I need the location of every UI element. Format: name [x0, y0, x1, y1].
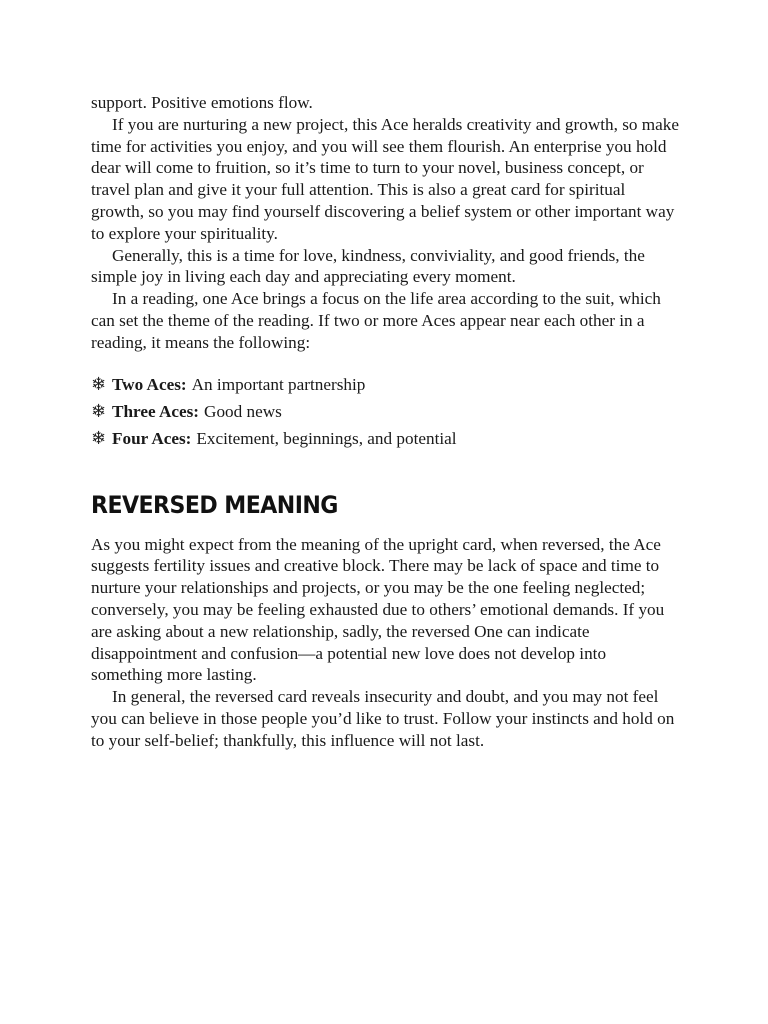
paragraph-reversed-intro: As you might expect from the meaning of the upright card, when reversed, the Ace suggests fertility issues and creative block. There may be lack of space and time to nurture your relationships and projects, or you may be the one feeling neglected; conversely, you may be feeling exhausted due to others’ emotional demands. If you are asking about a new relationship, sadly, the reversed One can indicate disappointment and confusion—a potential new love does not develop into something more lasting. [91, 534, 665, 685]
snowflake-bullet-icon: ❄ [91, 400, 107, 422]
paragraph-reading-aces: In a reading, one Ace brings a focus on the life area according to the suit, which can set the theme of the reading. If two or more Aces appear near each other in a reading, it means the following: [91, 289, 661, 352]
list-item [91, 425, 681, 452]
section-heading-reversed: REVERSED MEANING [91, 490, 338, 519]
list-item-meaning: Excitement, beginnings, and potential [196, 428, 457, 448]
paragraph-continuation: support. Positive emotions flow. [91, 93, 313, 112]
list-item-term: Three Aces: [112, 401, 200, 421]
list-item-term: Two Aces: [112, 374, 187, 394]
page-content [91, 92, 681, 752]
list-item [91, 371, 681, 398]
paragraph-new-project: If you are nurturing a new project, this Ace heralds creativity and growth, so make time for activities you enjoy, and you will see them flourish. An enterprise you hold dear will come to fruition, so it’s time to turn to your novel, business concept, or travel plan and give it your full attention. This is also a great card for spiritual growth, so you may find yourself discovering a belief system or other important way to explore your spirituality. [91, 114, 680, 243]
aces-list [91, 371, 681, 452]
snowflake-bullet-icon: ❄ [91, 427, 107, 449]
paragraph-reversed-general: In general, the reversed card reveals insecurity and doubt, and you may not feel you can believe in those people you’d like to trust. Follow your instincts and hold on to your self-belief; thankfully, this influence will not last. [91, 687, 675, 750]
list-item [91, 398, 681, 425]
list-item-meaning: An important partnership [191, 374, 366, 394]
paragraph-general-meaning: Generally, this is a time for love, kindness, conviviality, and good friends, the simple joy in living each day and appreciating every moment. [91, 245, 645, 287]
list-item-meaning: Good news [204, 401, 282, 421]
list-item-term: Four Aces: [112, 428, 192, 448]
snowflake-bullet-icon: ❄ [91, 373, 107, 395]
